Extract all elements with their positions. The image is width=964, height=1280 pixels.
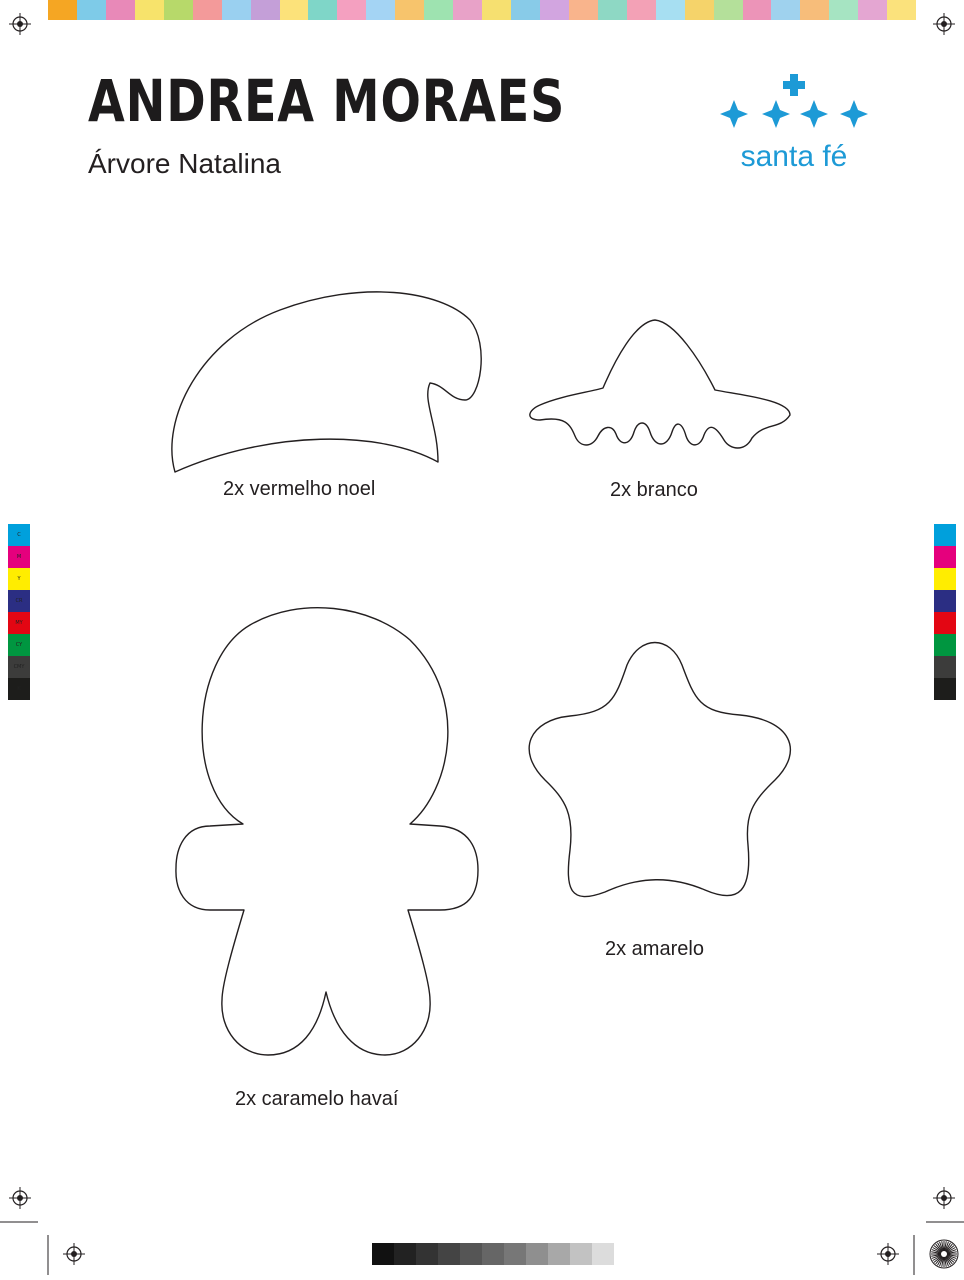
swatch: M [8,546,30,568]
gray-step [570,1243,592,1265]
swatch: CR [8,590,30,612]
logo-text: santa fé [740,140,848,173]
swatch [934,524,956,546]
star-shape [529,643,790,897]
gray-step [438,1243,460,1265]
gray-step [526,1243,548,1265]
swatch: CMY [8,656,30,678]
swatch [934,590,956,612]
swatch [934,568,956,590]
gray-step [548,1243,570,1265]
gingerbread-shape [176,608,478,1055]
swatch [934,634,956,656]
piece-label-star: 2x amarelo [605,938,704,960]
brand-name: ANDREA MORAES [88,67,566,135]
swatch: CY [8,634,30,656]
color-swatches-left [8,524,30,700]
swatch [934,546,956,568]
swatch: MY [8,612,30,634]
snow-cloud-shape [530,320,790,448]
gray-step [416,1243,438,1265]
swatch: K [8,678,30,700]
grayscale-bar [372,1243,614,1265]
santa-hat-shape [172,292,481,472]
piece-label-snow: 2x branco [610,479,698,501]
color-swatches-right [934,524,956,700]
gray-step [592,1243,614,1265]
gray-step [372,1243,394,1265]
swatch [934,656,956,678]
piece-label-hat: 2x vermelho noel [223,478,376,500]
gray-step [394,1243,416,1265]
page-subtitle: Árvore Natalina [88,148,281,179]
gray-step [504,1243,526,1265]
swatch: C [8,524,30,546]
swatch [934,678,956,700]
swatch: Y [8,568,30,590]
gray-step [460,1243,482,1265]
swatch [934,612,956,634]
gray-step [482,1243,504,1265]
piece-label-gingerbread: 2x caramelo havaí [235,1088,399,1110]
